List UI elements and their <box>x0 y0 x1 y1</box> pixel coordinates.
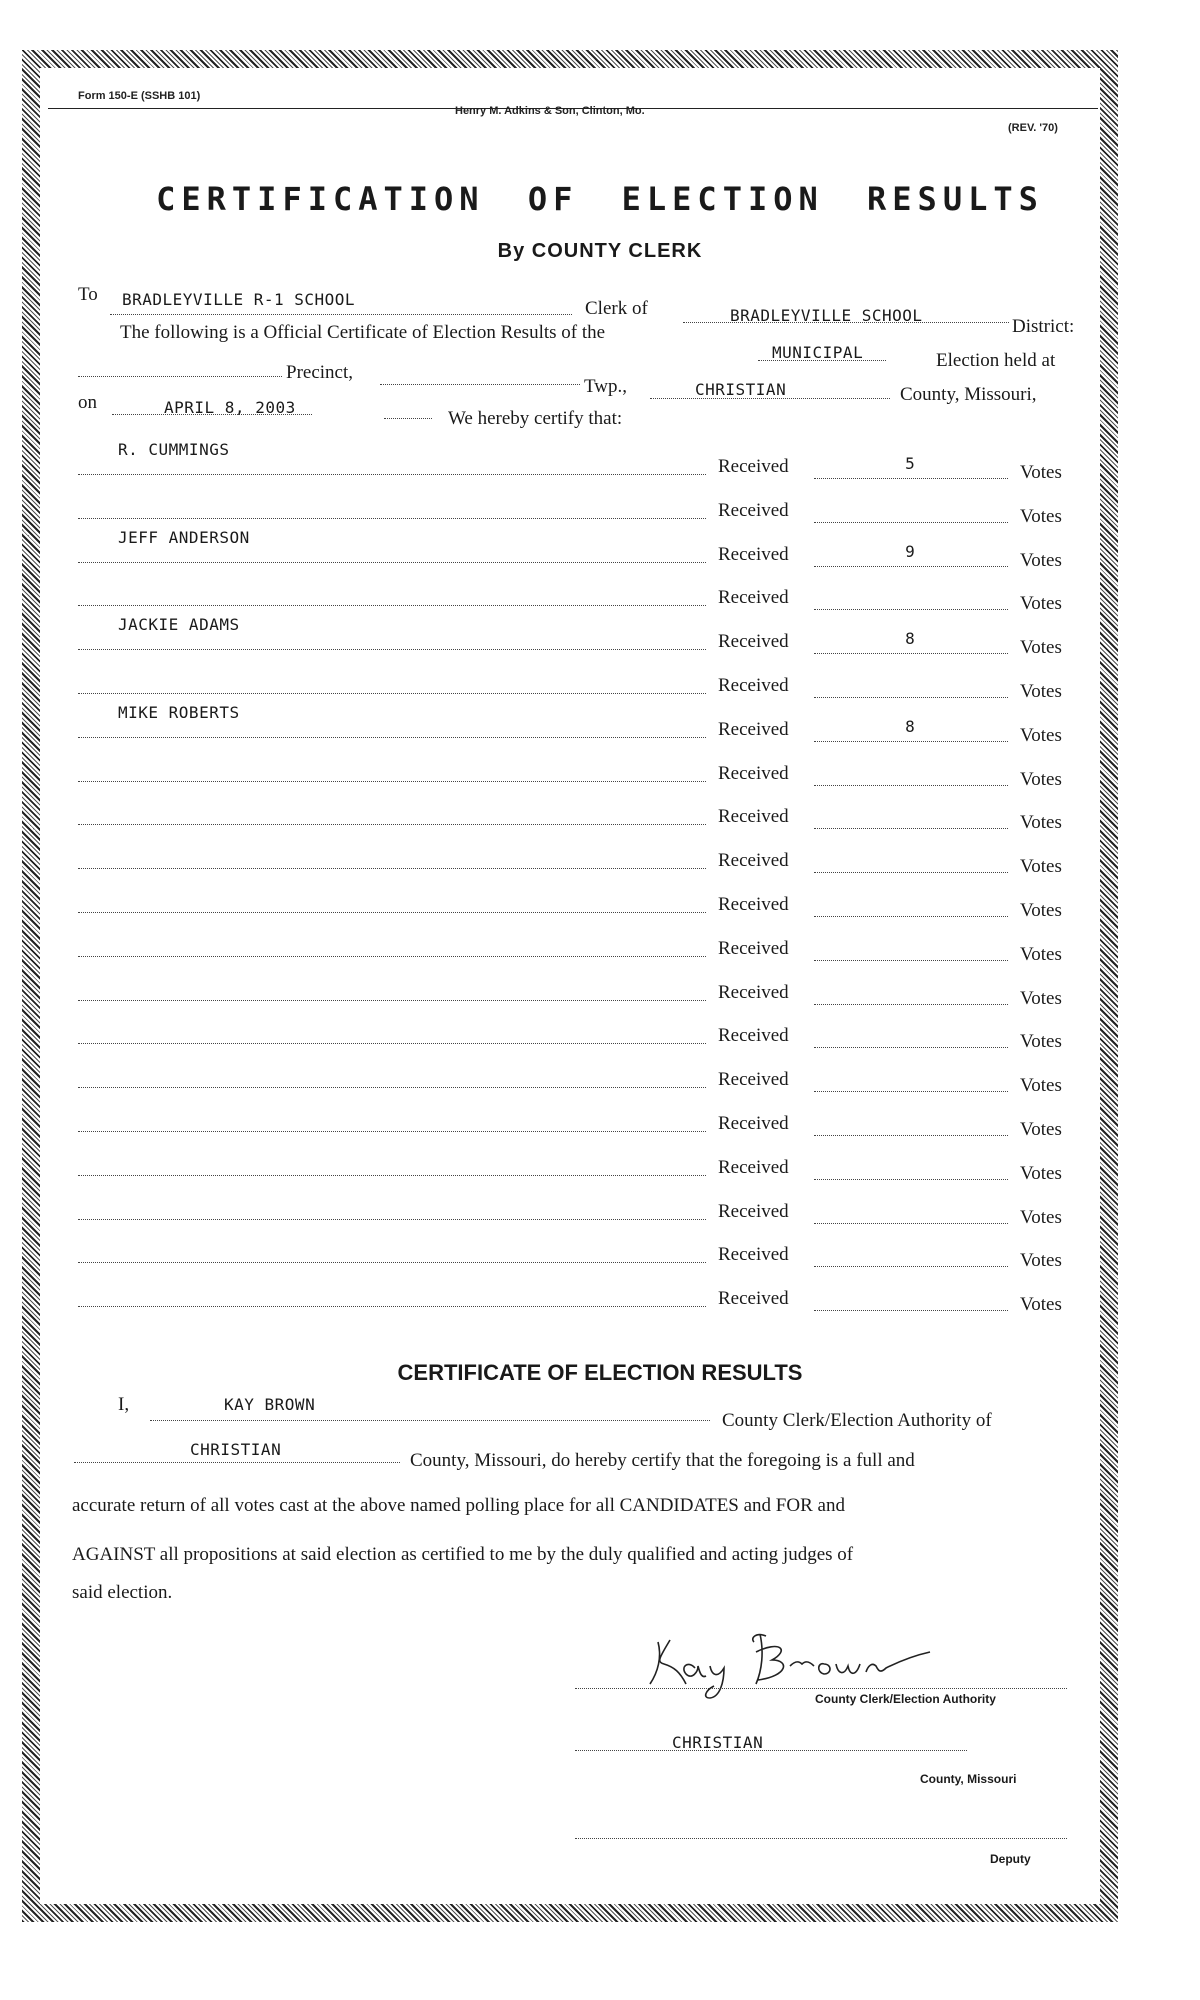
cert-line4: AGAINST all propositions at said election as certified to me by the duly qualified and acting judges of <box>72 1544 854 1565</box>
cert-county-value: CHRISTIAN <box>190 1440 282 1459</box>
received-label: Received <box>718 1069 789 1090</box>
candidate-name-line <box>78 649 706 650</box>
votes-label: Votes <box>1020 1075 1062 1096</box>
candidate-name-line <box>78 1087 706 1088</box>
vote-count-line <box>814 1310 1008 1311</box>
document-subtitle: By COUNTY CLERK <box>497 240 703 262</box>
votes-label: Votes <box>1020 769 1062 790</box>
candidate-name-line <box>78 1175 706 1176</box>
deputy-line <box>575 1838 1067 1839</box>
vote-count: 5 <box>905 454 915 473</box>
handwritten-signature <box>640 1612 940 1702</box>
vote-count-line <box>814 1266 1008 1267</box>
clerk-name-value: KAY BROWN <box>224 1395 316 1414</box>
votes-label: Votes <box>1020 1163 1062 1184</box>
certificate-heading: CERTIFICATE OF ELECTION RESULTS <box>397 1360 803 1385</box>
vote-count-line <box>814 1091 1008 1092</box>
cert-line5: said election. <box>72 1582 173 1603</box>
vote-count-line <box>814 960 1008 961</box>
date-value: APRIL 8, 2003 <box>164 398 296 417</box>
votes-label: Votes <box>1020 944 1062 965</box>
votes-label: Votes <box>1020 681 1062 702</box>
vote-count-line <box>814 697 1008 698</box>
vote-count-line <box>814 653 1008 654</box>
signer-title: County Clerk/Election Authority <box>815 1692 996 1706</box>
candidate-name: MIKE ROBERTS <box>118 703 240 722</box>
candidate-name-line <box>78 605 706 606</box>
authority-label: County Clerk/Election Authority of <box>722 1410 992 1431</box>
printer-credit: Henry M. Adkins & Son, Clinton, Mo. <box>455 105 645 117</box>
candidate-name-line <box>78 737 706 738</box>
vote-count-line <box>814 522 1008 523</box>
received-label: Received <box>718 1244 789 1265</box>
candidate-name-line <box>78 781 706 782</box>
votes-label: Votes <box>1020 1250 1062 1271</box>
revision-label: (REV. '70) <box>1008 122 1058 134</box>
on-label: on <box>78 392 97 413</box>
received-label: Received <box>718 1113 789 1134</box>
candidate-name-line <box>78 518 706 519</box>
votes-label: Votes <box>1020 856 1062 877</box>
votes-label: Votes <box>1020 900 1062 921</box>
received-label: Received <box>718 500 789 521</box>
received-label: Received <box>718 806 789 827</box>
clerk-value: BRADLEYVILLE SCHOOL <box>730 306 923 325</box>
received-label: Received <box>718 1157 789 1178</box>
received-label: Received <box>718 631 789 652</box>
candidate-name-line <box>78 474 706 475</box>
received-label: Received <box>718 456 789 477</box>
vote-count-line <box>814 785 1008 786</box>
vote-count-line <box>814 478 1008 479</box>
candidate-name-line <box>78 912 706 913</box>
votes-label: Votes <box>1020 637 1062 658</box>
votes-label: Votes <box>1020 1119 1062 1140</box>
vote-count: 8 <box>905 629 915 648</box>
intro-line2: The following is a Official Certificate of Election Results of the <box>120 322 606 343</box>
cert-line3: accurate return of all votes cast at the above named polling place for all CANDIDATES and FOR and <box>72 1495 845 1516</box>
twp-line <box>380 384 580 385</box>
cert-county-line <box>74 1462 400 1463</box>
vote-count: 8 <box>905 717 915 736</box>
received-label: Received <box>718 675 789 696</box>
votes-label: Votes <box>1020 593 1062 614</box>
candidate-name-line <box>78 1306 706 1307</box>
candidate-name-line <box>78 1000 706 1001</box>
vote-count-line <box>814 1047 1008 1048</box>
candidate-name-line <box>78 562 706 563</box>
votes-label: Votes <box>1020 725 1062 746</box>
received-label: Received <box>718 894 789 915</box>
election-held-label: Election held at <box>936 350 1056 371</box>
to-value: BRADLEYVILLE R-1 SCHOOL <box>122 290 356 309</box>
candidate-name: JACKIE ADAMS <box>118 615 240 634</box>
candidate-name: R. CUMMINGS <box>118 440 230 459</box>
deputy-label: Deputy <box>990 1852 1031 1866</box>
received-label: Received <box>718 1025 789 1046</box>
votes-label: Votes <box>1020 1294 1062 1315</box>
clerk-name-line <box>150 1420 710 1421</box>
received-label: Received <box>718 763 789 784</box>
twp-label: Twp., <box>584 376 628 397</box>
received-label: Received <box>718 1288 789 1309</box>
sig-county-label: County, Missouri <box>920 1772 1017 1786</box>
district-label: District: <box>1012 316 1075 337</box>
received-label: Received <box>718 982 789 1003</box>
candidate-name: JEFF ANDERSON <box>118 528 250 547</box>
vote-count-line <box>814 828 1008 829</box>
votes-label: Votes <box>1020 506 1062 527</box>
vote-count-line <box>814 1179 1008 1180</box>
vote-count-line <box>814 566 1008 567</box>
sig-county-value: CHRISTIAN <box>672 1733 764 1752</box>
received-label: Received <box>718 1201 789 1222</box>
received-label: Received <box>718 587 789 608</box>
received-label: Received <box>718 850 789 871</box>
certify-label: We hereby certify that: <box>448 408 623 429</box>
vote-count-line <box>814 872 1008 873</box>
cert-line2: County, Missouri, do hereby certify that the foregoing is a full and <box>410 1450 915 1471</box>
vote-count-line <box>814 609 1008 610</box>
precinct-line <box>78 376 282 377</box>
document-title: CERTIFICATION OF ELECTION RESULTS <box>156 180 1044 218</box>
votes-label: Votes <box>1020 988 1062 1009</box>
election-type-value: MUNICIPAL <box>772 343 864 362</box>
candidate-name-line <box>78 868 706 869</box>
i-label: I, <box>118 1394 130 1415</box>
precinct-label: Precinct, <box>286 362 354 383</box>
form-number: Form 150-E (SSHB 101) <box>78 90 201 102</box>
county-value: CHRISTIAN <box>695 380 787 399</box>
vote-count-line <box>814 1135 1008 1136</box>
candidate-name-line <box>78 1219 706 1220</box>
votes-label: Votes <box>1020 1207 1062 1228</box>
date-extra-line <box>384 418 432 419</box>
votes-label: Votes <box>1020 812 1062 833</box>
vote-count-line <box>814 916 1008 917</box>
votes-label: Votes <box>1020 1031 1062 1052</box>
vote-count-line <box>814 1004 1008 1005</box>
received-label: Received <box>718 719 789 740</box>
votes-label: Votes <box>1020 550 1062 571</box>
clerk-of-label: Clerk of <box>585 298 648 319</box>
candidate-name-line <box>78 824 706 825</box>
vote-count-line <box>814 741 1008 742</box>
candidate-name-line <box>78 1262 706 1263</box>
received-label: Received <box>718 938 789 959</box>
to-line <box>110 314 572 315</box>
vote-count: 9 <box>905 542 915 561</box>
candidate-name-line <box>78 693 706 694</box>
vote-count-line <box>814 1223 1008 1224</box>
sig-county-line <box>575 1750 967 1751</box>
candidate-name-line <box>78 1131 706 1132</box>
received-label: Received <box>718 544 789 565</box>
candidate-name-line <box>78 956 706 957</box>
to-label: To <box>78 284 98 305</box>
candidate-name-line <box>78 1043 706 1044</box>
county-label: County, Missouri, <box>900 384 1037 405</box>
votes-label: Votes <box>1020 462 1062 483</box>
